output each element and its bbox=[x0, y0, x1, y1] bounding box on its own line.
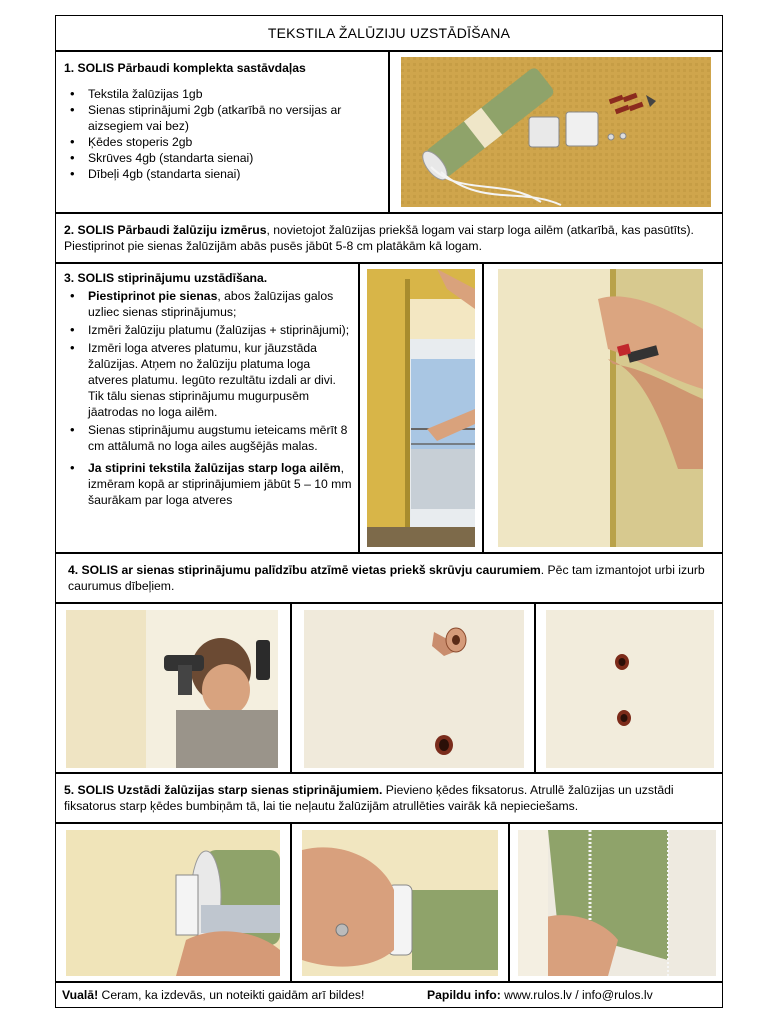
footer bbox=[55, 982, 723, 1008]
step1-list bbox=[64, 86, 386, 182]
list-item: • Skrūves 4gb (standarta sienai) bbox=[64, 150, 386, 166]
step4-photo-frame-3 bbox=[535, 603, 723, 773]
page-title-text: TEKSTILA ŽALŪZIJU UZSTĀDĪŠANA bbox=[267, 25, 511, 41]
step1-text-block bbox=[64, 60, 386, 182]
step3-photo-frame-2 bbox=[483, 263, 723, 553]
step5-photo-frame-3 bbox=[509, 823, 723, 982]
step5-photo-frame-1 bbox=[55, 823, 291, 982]
page-title bbox=[55, 15, 723, 51]
step4-photo-frame-2 bbox=[291, 603, 535, 773]
list-item bbox=[64, 460, 352, 508]
footer-right bbox=[427, 988, 653, 1002]
drilled-holes-photo bbox=[546, 610, 714, 768]
footer-left-bold: Vualā! bbox=[62, 988, 99, 1002]
step4-section bbox=[55, 553, 723, 603]
step4-photo-frame-1 bbox=[55, 603, 291, 773]
list-item-text: , izmēram kopā ar stiprinājumiem jābūt 5 – 10 mm šaurākam par loga atveres bbox=[88, 461, 352, 507]
list-item: • Dībeļi 4gb (standarta sienai) bbox=[64, 166, 386, 182]
list-item: • Sienas stiprinājumu augstumu ieteicams mērīt 8 cm attālumā no loga ailes augšējās malas. bbox=[64, 422, 352, 454]
step1-heading: 1. SOLIS Pārbaudi komplekta sastāvdaļas bbox=[64, 61, 306, 75]
step5-section bbox=[55, 773, 723, 823]
dowel-in-wall-photo bbox=[304, 610, 524, 768]
list-item: • Ķēdes stoperis 2gb bbox=[64, 134, 386, 150]
step3-text-block bbox=[64, 270, 352, 508]
step4-text: . Pēc tam izmantojot urbi izurb caurumus dībeļiem. bbox=[68, 563, 705, 593]
footer-left-text: Ceram, ka izdevās, un noteikti gaidām arī bildes! bbox=[98, 988, 365, 1002]
list-item: • Tekstila žalūzijas 1gb bbox=[64, 86, 386, 102]
step2-section bbox=[55, 213, 723, 263]
list-item bbox=[64, 288, 352, 320]
step3-photo-frame-1 bbox=[359, 263, 483, 553]
step5-heading: 5. SOLIS Uzstādi žalūzijas starp sienas stiprinājumiem. bbox=[64, 783, 383, 797]
footer-contact-text: www.rulos.lv / info@rulos.lv bbox=[500, 988, 653, 1002]
step3-list bbox=[64, 288, 352, 508]
drilling-photo bbox=[66, 610, 278, 768]
chain-stopper-photo bbox=[302, 830, 498, 976]
rolled-down-blind-photo bbox=[518, 830, 716, 976]
list-item: • Izmēri žalūziju platumu (žalūzijas + stiprinājumi); bbox=[64, 322, 352, 338]
step3-heading: 3. SOLIS stiprinājumu uzstādīšana. bbox=[64, 271, 268, 285]
step5-photo-frame-2 bbox=[291, 823, 509, 982]
blind-on-brackets-photo bbox=[66, 830, 280, 976]
list-item-bold: Ja stiprini tekstila žalūzijas starp loga ailēm bbox=[88, 461, 341, 475]
kit-components-photo bbox=[401, 57, 711, 207]
footer-left bbox=[62, 988, 364, 1002]
list-item: • Izmēri loga atveres platumu, kur jāuzstāda žalūzijas. Atņem no žalūziju platuma loga atveres platumu. Iegūto rezultātu izdali ar divi. Tik tālu sienas stiprinājumu mugurpusēm jāatrodas no loga ailēm. bbox=[64, 340, 352, 420]
step4-heading: 4. SOLIS ar sienas stiprinājumu palīdzību atzīmē vietas priekš skrūvju caurumiem bbox=[68, 563, 541, 577]
step1-section bbox=[55, 51, 723, 213]
list-item: • Sienas stiprinājumi 2gb (atkarībā no versijas ar aizsegiem vai bez) bbox=[64, 102, 386, 134]
list-item-text: , abos žalūzijas galos uzliec sienas stiprinājumus; bbox=[88, 289, 334, 319]
window-install-photo bbox=[367, 269, 475, 547]
step5-text: Pievieno ķēdes fiksatorus. Atrullē žalūzijas un uzstādi fiksatorus starp ķēdes bumbiņām tā, lai tie neļautu žalūzijām atrullēties vairāk kā nepieciešams. bbox=[64, 783, 674, 813]
list-item-bold: Piestiprinot pie sienas bbox=[88, 289, 218, 303]
bracket-mounting-photo bbox=[498, 269, 703, 547]
step3-text-box bbox=[55, 263, 359, 553]
divider bbox=[388, 52, 390, 212]
step2-text: , novietojot žalūzijas priekšā logam vai starp loga ailēm (atkarībā, kas pasūtīts). Piestiprinot pie sienas žalūzijām abās pusēs jābūt 5-8 cm platākām kā logam. bbox=[64, 223, 694, 253]
footer-right-bold: Papildu info: bbox=[427, 988, 501, 1002]
step2-heading: 2. SOLIS Pārbaudi žalūziju izmērus bbox=[64, 223, 267, 237]
